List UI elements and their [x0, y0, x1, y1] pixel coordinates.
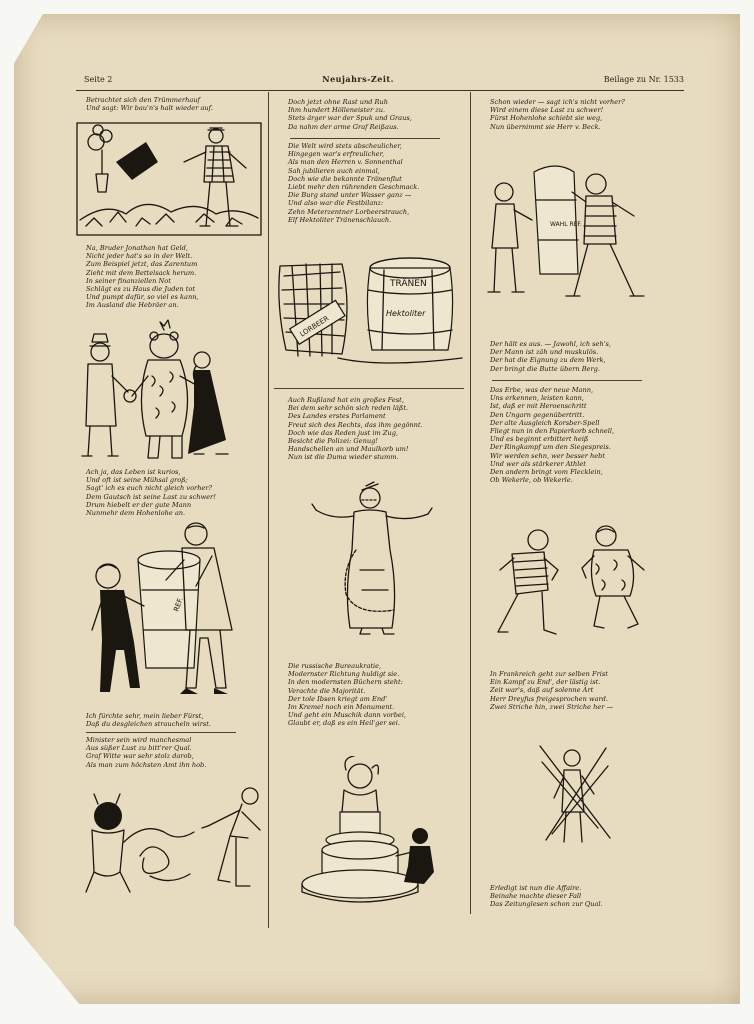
verse-line: Die Welt wird stets abscheulicher, — [288, 142, 402, 150]
right-divider-1 — [492, 380, 642, 381]
verse-line: Und sagt: Wir bau'n's halt wieder auf. — [86, 104, 213, 113]
header-rule — [76, 90, 684, 91]
verse-line: Ach ja, das Leben ist kurios, — [86, 468, 181, 476]
verse-line: In den modernsten Büchern steht: — [288, 678, 403, 687]
verse-line: Na, Bruder Jonathan hat Geld, — [86, 244, 188, 252]
verse-line: Die Burg stand unter Wasser ganz — — [288, 191, 412, 200]
verse-line: Der tole Ibsen kriegt am End' — [288, 694, 388, 703]
wrestlers-cartoon — [482, 524, 664, 642]
masthead: Neujahrs-Zeit. — [322, 74, 394, 84]
crossed-out-dreyfus-cartoon — [536, 742, 616, 852]
column-divider-1 — [268, 92, 269, 928]
verse-line: Doch jetzt ohne Rast und Ruh — [288, 98, 389, 106]
verse-line: In seiner finanziellen Not — [86, 276, 171, 285]
middle-verse-4 — [288, 662, 406, 728]
verse-line: Auch Rußland hat ein großes Fest, — [288, 396, 404, 404]
chained-duma-cartoon — [306, 480, 436, 636]
verse-line: Aus süßer Lust zu bitt'rer Qual. — [86, 744, 192, 753]
verse-line: Glaubt er, daß es ein Heil'ger sei. — [288, 719, 400, 728]
verse-line: Das Erbe, was der neue Mann, — [490, 386, 594, 394]
verse-line: Daß du desgleichen straucheln wirst. — [86, 720, 212, 729]
verse-line: Nun übernimmt sie Herr v. Beck. — [490, 122, 601, 131]
verse-line: Doch wie die bekannte Tränenflut — [288, 174, 402, 183]
verse-line: Graf Witte war sehr stolz darob, — [86, 752, 194, 761]
verse-line: Die russische Bureaukratie, — [288, 662, 382, 670]
left-divider — [86, 732, 236, 733]
verse-line: Freut sich des Rechts, das ihm gegönnt. — [288, 420, 423, 429]
verse-line: Den Ungarn gegenübertritt. — [490, 410, 585, 419]
ibsen-monument-cartoon — [300, 756, 450, 908]
verse-line: Zieht mit dem Bettelsack herum. — [86, 268, 197, 277]
verse-line: Ich fürchte sehr, mein lieber Fürst, — [86, 712, 204, 720]
verse-line: Nicht jeder hat's so in der Welt. — [86, 252, 193, 261]
verse-line: Zeit war's, daß auf solenne Art — [490, 686, 594, 695]
barrel-label: TRÄNEN — [390, 279, 427, 289]
verse-line: Ihm hundert Hölleneister zu. — [288, 106, 386, 115]
verse-line: Verachte die Majorität. — [288, 686, 366, 695]
verse-line: Wird einem diese Last zu schwer! — [490, 106, 604, 115]
middle-divider-2 — [274, 388, 464, 389]
middle-divider-1 — [290, 138, 440, 139]
verse-line: Das Zeitunglesen schon zur Qual. — [490, 900, 603, 909]
verse-line: Der hält es aus. — Jawohl, ich seh's, — [490, 340, 611, 348]
left-verse-1 — [86, 96, 213, 112]
verse-line: Des Landes erstes Parlament — [288, 412, 386, 421]
middle-verse-2 — [288, 142, 419, 224]
verse-line: Im Kremel noch ein Monument. — [288, 703, 395, 712]
verse-line: Wir werden sehn, wer besser hebt — [490, 451, 606, 460]
verse-line: Als man den Herren v. Sonnenthal — [288, 158, 403, 167]
verse-line: Doch wie das Reden just im Zug, — [288, 428, 399, 437]
laurel-and-tear-barrel-cartoon — [272, 246, 466, 370]
right-verse-1 — [490, 98, 625, 131]
verse-line: Zwei Striche hin, zwei Striche her — — [490, 702, 614, 711]
verse-line: Ein Kampf zu End', der lästig ist. — [490, 678, 601, 687]
middle-verse-3 — [288, 396, 423, 462]
verse-line: Und es beginnt erbittert heiß — [490, 435, 589, 444]
middle-verse-1 — [288, 98, 412, 131]
verse-line: Elf Hektoliter Tränenschlauch. — [288, 215, 392, 224]
verse-line: Bei dem sehr schön sich reden läßt. — [288, 404, 409, 413]
right-verse-3 — [490, 386, 614, 484]
verse-line: Zehn Meterzentner Lorbeerstrauch, — [288, 207, 410, 216]
verse-line: Erledigt ist nun die Affaire. — [490, 884, 582, 892]
verse-line: Uns erkennen, leisten kann, — [490, 394, 584, 403]
verse-line: Der Mann ist zäh und muskulös. — [490, 348, 599, 357]
svg-text:REF.: REF. — [172, 596, 185, 613]
devils-cartoon — [80, 776, 262, 900]
right-verse-2 — [490, 340, 611, 373]
verse-line: Und wer als stärkerer Athlet — [490, 459, 586, 468]
verse-line: Fürst Hohenlohe schiebt sie weg, — [490, 114, 603, 123]
column-divider-2 — [470, 92, 471, 914]
page-number: Seite 2 — [84, 74, 113, 84]
verse-line: Als man zum höchsten Amt ihn hob. — [86, 760, 207, 769]
verse-line: Im Ausland die Hebräer an. — [86, 301, 179, 310]
butte-carrier-cartoon — [484, 156, 660, 308]
verse-line: Hingegen war's erfreulicher, — [288, 150, 385, 159]
verse-line: Liebt mehr den rührenden Geschmack. — [288, 183, 420, 192]
rubble-cartoon — [76, 122, 262, 236]
right-verse-5 — [490, 884, 603, 909]
issue-number: Beilage zu Nr. 1533 — [603, 74, 684, 84]
verse-line: Betrachtet sich den Trümmerhauf — [86, 96, 200, 104]
verse-line: Sah jubilieren auch einmal, — [288, 166, 380, 175]
verse-line: Minister sein wird manchesmal — [86, 736, 192, 744]
page-header — [84, 72, 684, 86]
verse-line: In Frankreich geht zur selben Frist — [490, 670, 608, 678]
verse-line: Fliegt nun in den Papierkorb schnell, — [490, 427, 615, 436]
left-verse-2 — [86, 244, 199, 310]
verse-line: Schlägt es zu Haus die Juden tot — [86, 285, 196, 294]
verse-line: Schon wieder — sagt ich's nicht vorher? — [490, 98, 625, 106]
verse-line: Stets ärger war der Spuk und Graus, — [288, 114, 412, 123]
verse-line: Der bringt die Butte übern Berg. — [490, 364, 600, 373]
verse-line: Und oft ist seine Mühsal groß; — [86, 476, 188, 485]
barrel-script: Hektoliter — [386, 309, 426, 318]
verse-line: Den andern bringt vom Flecklein, — [490, 468, 603, 477]
verse-line: Und also war die Festbilanz: — [288, 199, 384, 208]
verse-line: Besicht die Polizei: Genug! — [288, 437, 378, 446]
left-verse-3 — [86, 468, 216, 517]
verse-line: Der alte Ausgleich Korsber-Spell — [490, 418, 600, 427]
butte-label: WAHL REF. — [550, 221, 582, 228]
verse-line: Handschellen an und Maulkorb um! — [288, 445, 409, 454]
verse-line: Zum Beispiel jetzt, das Zarentum — [86, 260, 198, 269]
verse-line: Sagt' ich es euch nicht gleich vorher? — [86, 484, 213, 493]
verse-line: Dem Gautsch ist seine Last zu schwer! — [86, 492, 216, 501]
verse-line: Ob Wekerle, ob Wekerle. — [490, 476, 573, 485]
laurel-label: LORBEER — [298, 314, 331, 339]
bear-cartoon — [76, 316, 262, 466]
verse-line: Ist, daß er mit Heroenschritt — [490, 402, 587, 411]
verse-line: Der Ringkampf um den Siegespreis. — [490, 443, 611, 452]
verse-line: Herr Dreyfus freigesprochen ward. — [490, 694, 608, 703]
verse-line: Nunmehr dem Hohenlohe an. — [86, 509, 186, 518]
verse-line: Drum hiebelt er der gute Mann — [86, 500, 192, 509]
right-verse-4 — [490, 670, 613, 711]
verse-line: Modernster Richtung huldigt sie. — [288, 670, 400, 679]
verse-line: Und geht ein Muschik dann vorbei, — [288, 711, 407, 720]
butte-handover-cartoon — [82, 520, 258, 706]
left-verse-4b — [86, 736, 206, 769]
verse-line: Da nahm der arme Graf Reißaus. — [288, 122, 399, 131]
verse-line: Nun ist die Duma wieder stumm. — [288, 453, 399, 462]
left-verse-4a — [86, 712, 211, 728]
verse-line: Der hat die Eignung zu dem Werk, — [490, 356, 606, 365]
verse-line: Und pumpt dafür, so viel es kann, — [86, 293, 199, 302]
verse-line: Beinahe machte dieser Fall — [490, 892, 582, 901]
